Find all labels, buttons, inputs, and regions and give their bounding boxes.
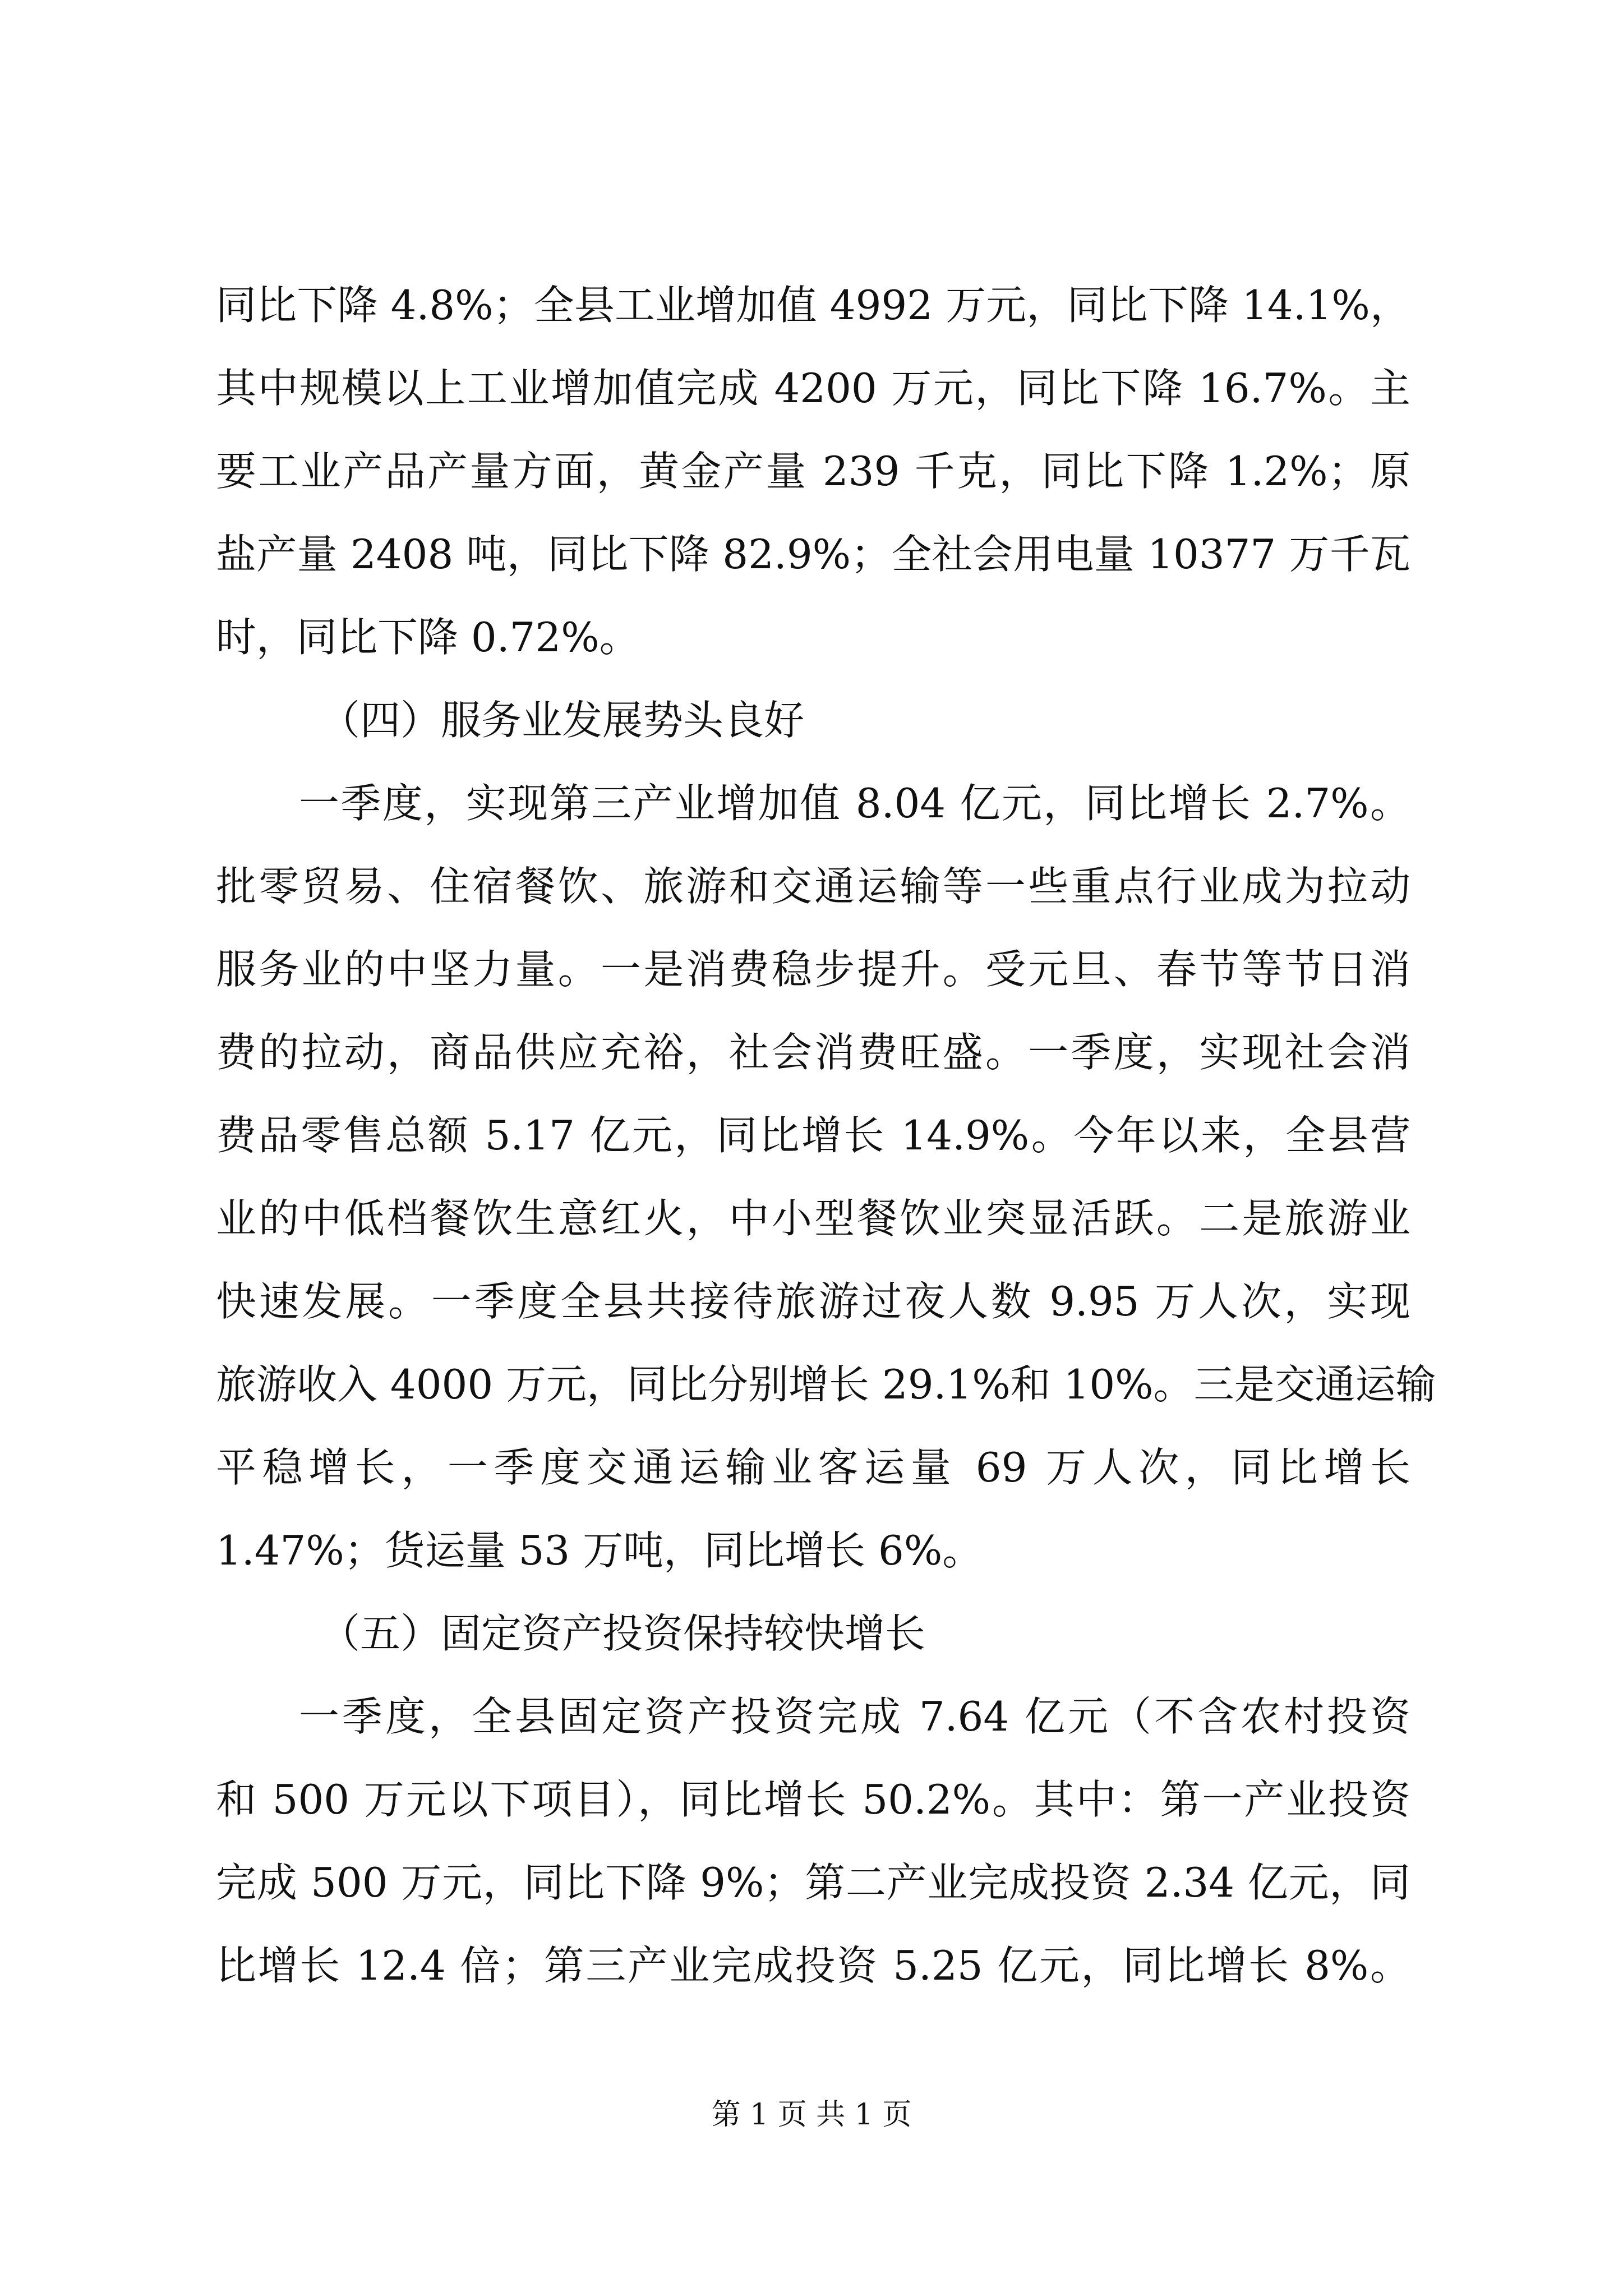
section-heading: （四）服务业发展势头良好 bbox=[320, 697, 805, 744]
page-footer: 第 1 页 共 1 页 bbox=[711, 2098, 912, 2132]
text-line: 要工业产品产量方面，黄金产量 239 千克，同比下降 1.2%；原 bbox=[216, 448, 1410, 495]
text-line: 比增长 12.4 倍；第三产业完成投资 5.25 亿元，同比增长 8%。 bbox=[216, 1942, 1410, 1989]
text-line: 1.47%；货运量 53 万吨，同比增长 6%。 bbox=[216, 1527, 983, 1574]
text-line: 服务业的中坚力量。一是消费稳步提升。受元旦、春节等节日消 bbox=[216, 946, 1410, 993]
text-line: 一季度，全县固定资产投资完成 7.64 亿元（不含农村投资 bbox=[299, 1693, 1410, 1740]
text-line: 旅游收入 4000 万元，同比分别增长 29.1%和 10%。三是交通运输 bbox=[216, 1361, 1436, 1408]
text-line: 其中规模以上工业增加值完成 4200 万元，同比下降 16.7%。主 bbox=[216, 365, 1410, 412]
text-line: 时，同比下降 0.72%。 bbox=[216, 614, 640, 661]
section-heading: （五）固定资产投资保持较快增长 bbox=[320, 1610, 926, 1657]
text-line: 费的拉动，商品供应充裕，社会消费旺盛。一季度，实现社会消 bbox=[216, 1029, 1410, 1076]
document-body bbox=[216, 264, 1436, 2007]
text-line: 业的中低档餐饮生意红火，中小型餐饮业突显活跃。二是旅游业 bbox=[216, 1195, 1410, 1242]
text-line: 盐产量 2408 吨，同比下降 82.9%；全社会用电量 10377 万千瓦 bbox=[216, 531, 1410, 578]
text-line: 平稳增长，一季度交通运输业客运量 69 万人次，同比增长 bbox=[216, 1444, 1410, 1491]
text-line: 快速发展。一季度全县共接待旅游过夜人数 9.95 万人次，实现 bbox=[216, 1278, 1410, 1325]
text-line: 同比下降 4.8%；全县工业增加值 4992 万元，同比下降 14.1%， bbox=[216, 282, 1410, 329]
text-line: 完成 500 万元，同比下降 9%；第二产业完成投资 2.34 亿元，同 bbox=[216, 1859, 1410, 1906]
text-line: 费品零售总额 5.17 亿元，同比增长 14.9%。今年以来，全县营 bbox=[216, 1112, 1410, 1159]
text-line: 和 500 万元以下项目），同比增长 50.2%。其中：第一产业投资 bbox=[216, 1776, 1410, 1823]
text-line: 一季度，实现第三产业增加值 8.04 亿元，同比增长 2.7%。 bbox=[299, 780, 1410, 827]
text-line: 批零贸易、住宿餐饮、旅游和交通运输等一些重点行业成为拉动 bbox=[216, 863, 1410, 910]
